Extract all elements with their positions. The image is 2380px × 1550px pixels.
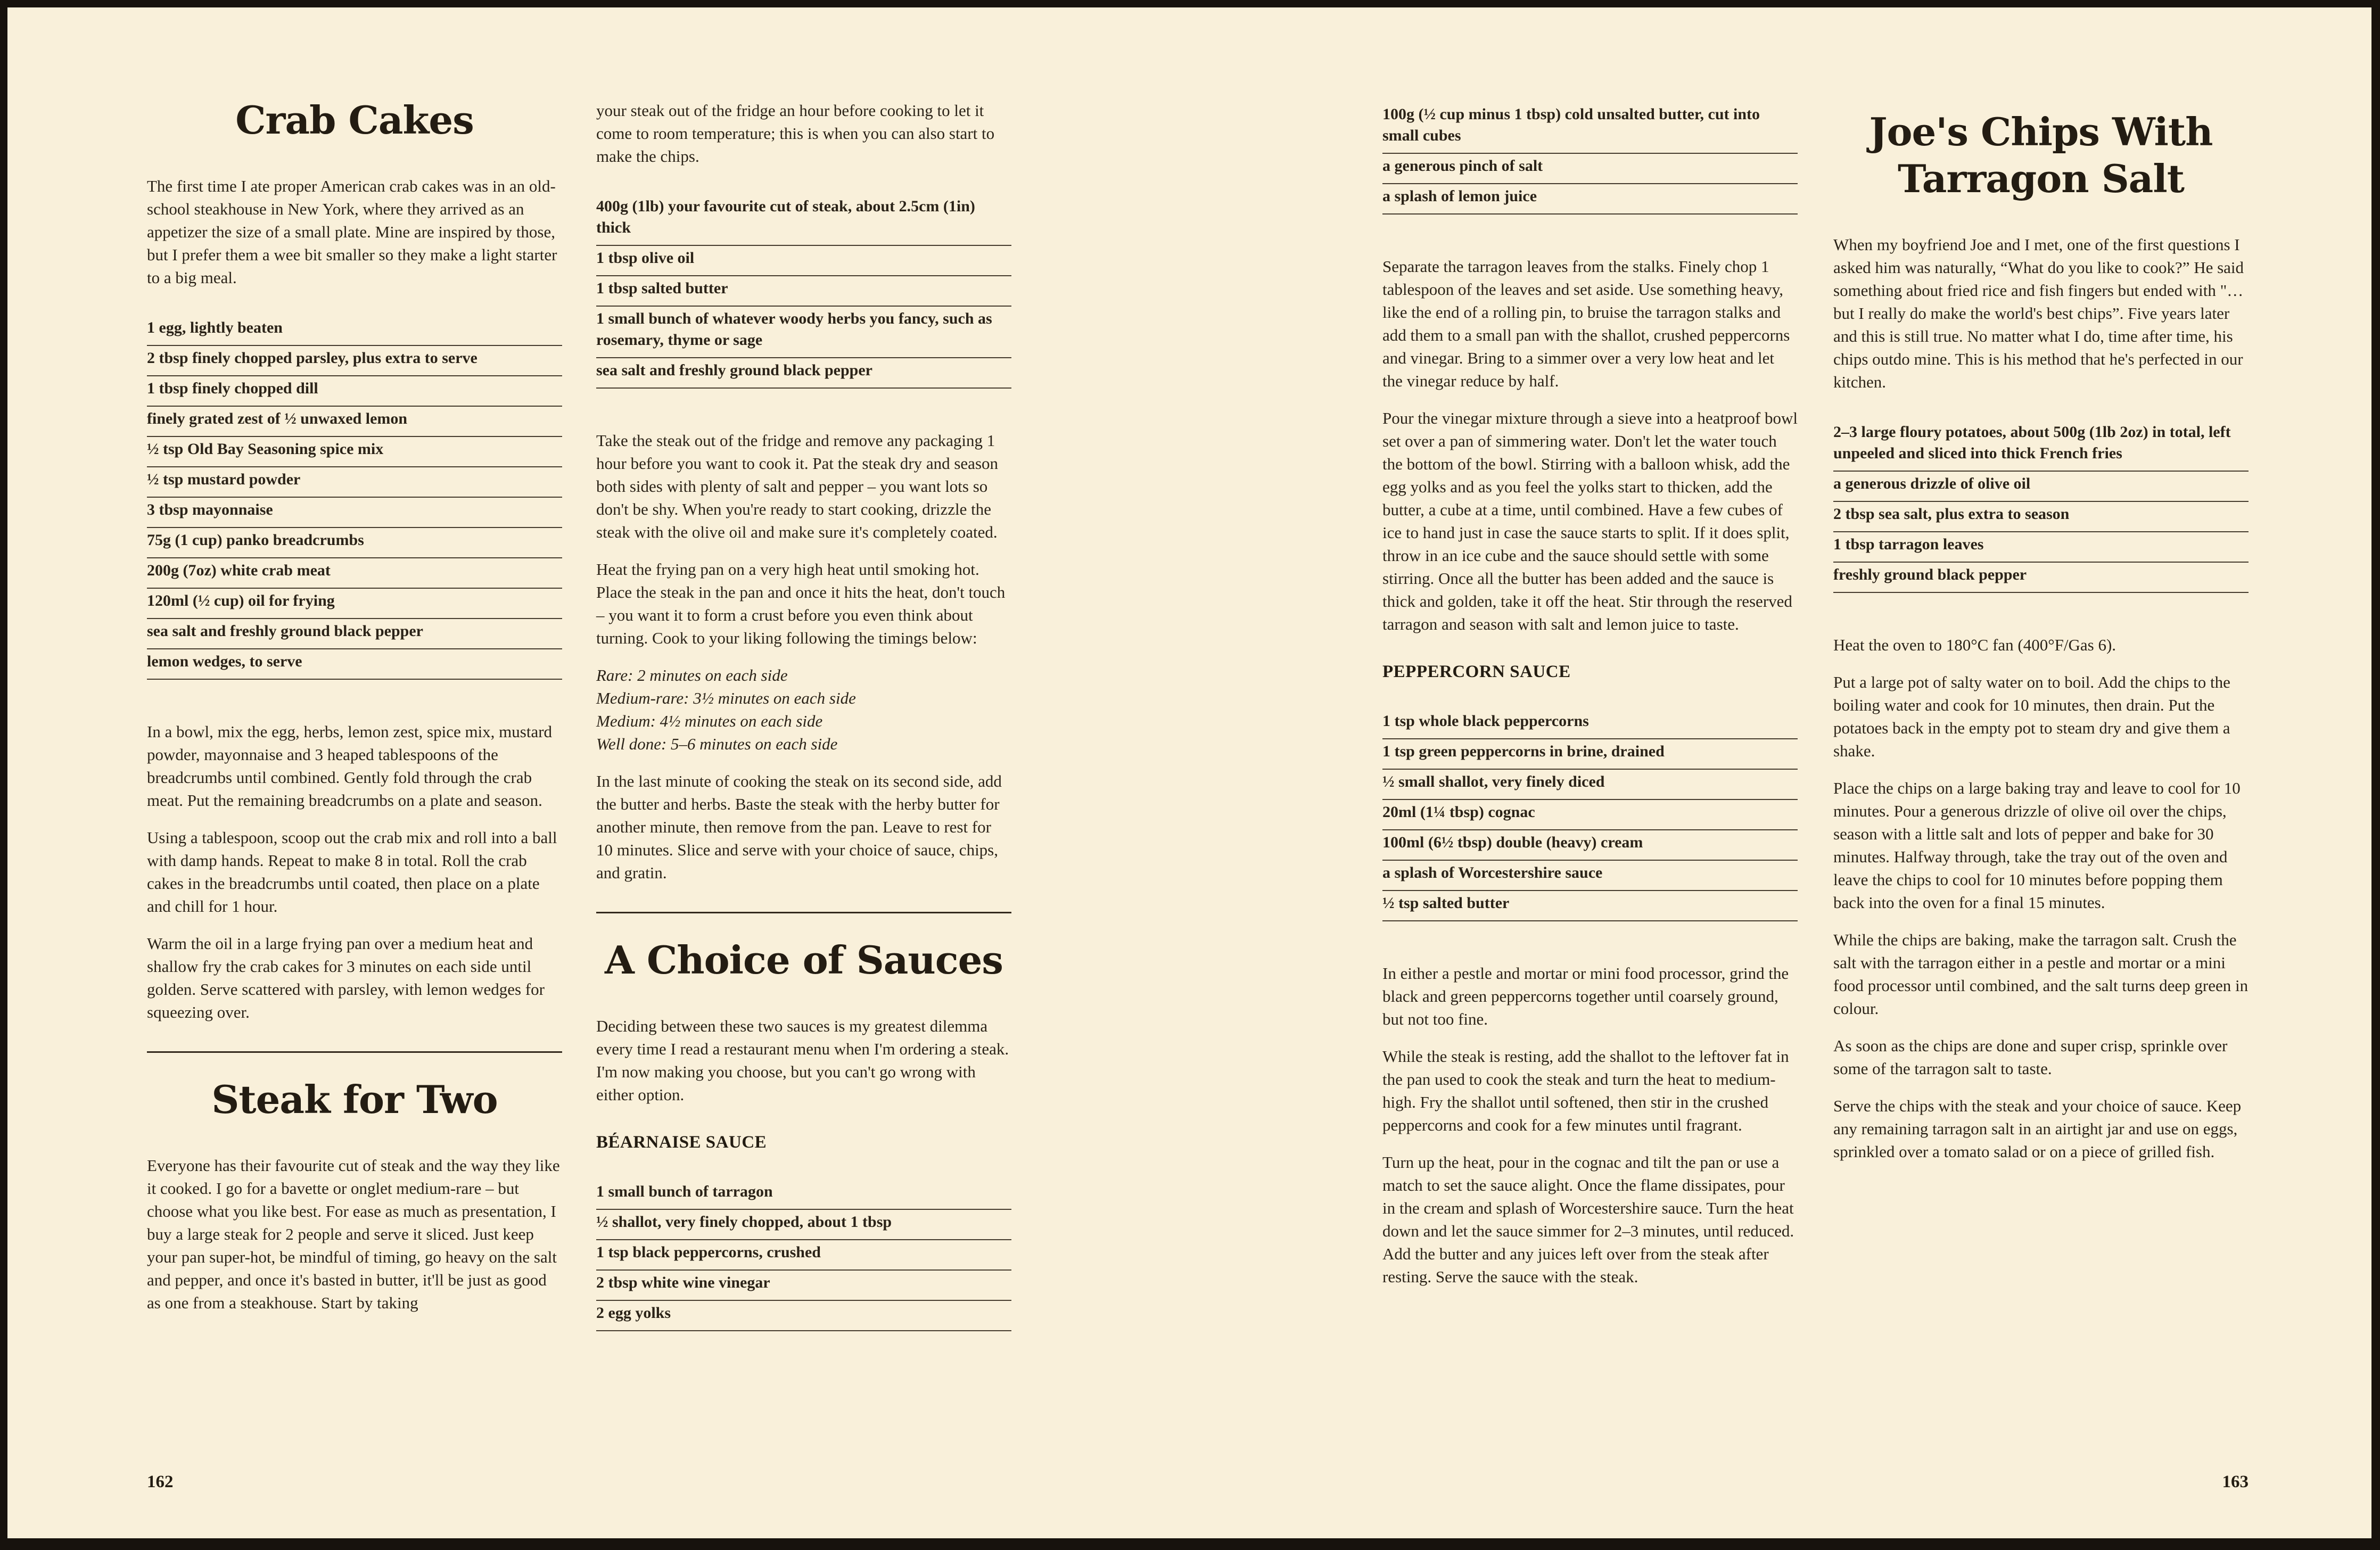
recipe-column-1 <box>147 97 562 1329</box>
cooking-timings <box>596 664 1011 755</box>
ingredient-item: ½ shallot, very finely chopped, about 1 tbsp <box>596 1210 1011 1240</box>
ingredient-item: 100ml (6½ tbsp) double (heavy) cream <box>1382 830 1798 861</box>
ingredient-item: 20ml (1¼ tbsp) cognac <box>1382 800 1798 830</box>
ingredient-item: lemon wedges, to serve <box>147 649 562 680</box>
ingredient-item: 2–3 large floury potatoes, about 500g (1lb 2oz) in total, left unpeeled and sliced into thick French fries <box>1833 420 2249 472</box>
body-paragraph: Place the chips on a large baking tray and leave to cool for 10 minutes. Pour a generous drizzle of olive oil over the chips, season with a little salt and lots of pepper and bake for 30 minutes. Halfway through, take the tray out of the oven and leave the chips to cool for 10 minutes before popping them back into the oven for a final 15 minutes. <box>1833 779 2241 912</box>
recipe-column-2 <box>596 99 1011 1372</box>
ingredient-item: 100g (½ cup minus 1 tbsp) cold unsalted butter, cut into small cubes <box>1382 102 1798 154</box>
ingredient-item: 1 tsp black peppercorns, crushed <box>596 1240 1011 1271</box>
recipe-title: Joe's Chips With Tarragon Salt <box>1869 109 2213 201</box>
body-paragraph: Put a large pot of salty water on to boil. Add the chips to the boiling water and cook for 10 minutes, then drain. Put the potatoes back in the empty pot to steam dry and give them a shake. <box>1833 673 2230 760</box>
ingredient-item: 1 small bunch of whatever woody herbs you fancy, such as rosemary, thyme or sage <box>596 307 1011 358</box>
ingredient-item: 1 tbsp finely chopped dill <box>147 376 562 407</box>
ingredient-item: a splash of lemon juice <box>1382 184 1798 215</box>
body-paragraph: As soon as the chips are done and super crisp, sprinkle over some of the tarragon salt to taste. <box>1833 1036 2228 1078</box>
ingredient-item: 200g (7oz) white crab meat <box>147 558 562 589</box>
ingredient-item: 2 tbsp finely chopped parsley, plus extra to serve <box>147 346 562 376</box>
recipe-column-3 <box>1382 102 1798 1302</box>
ingredient-item: 2 tbsp white wine vinegar <box>596 1271 1011 1301</box>
timing-line: Rare: 2 minutes on each side <box>596 666 788 685</box>
ingredient-list <box>1833 420 2249 593</box>
ingredient-item: 2 egg yolks <box>596 1301 1011 1331</box>
page-number-left: 162 <box>147 1472 174 1491</box>
body-paragraph: Take the steak out of the fridge and remove any packaging 1 hour before you want to cook it. Pat the steak dry and season both sides with plenty of salt and pepper – you want lots so don't be shy. When you're ready to start cooking, drizzle the steak with the olive oil and make sure it's completely coated. <box>596 431 999 541</box>
recipe-title: Crab Cakes <box>235 97 474 143</box>
ingredient-item: ½ tsp Old Bay Seasoning spice mix <box>147 437 562 467</box>
ingredient-list <box>147 316 562 680</box>
ingredient-list <box>1382 102 1798 215</box>
ingredient-item: a splash of Worcestershire sauce <box>1382 861 1798 891</box>
section-divider <box>596 912 1011 913</box>
body-paragraph: Using a tablespoon, scoop out the crab mix and roll into a ball with damp hands. Repeat to make 8 in total. Roll the crab cakes in the breadcrumbs until coated, then place on a plate and chill for 1 hour. <box>147 828 557 916</box>
timing-line: Medium: 4½ minutes on each side <box>596 712 823 730</box>
ingredient-item: 1 tsp green peppercorns in brine, drained <box>1382 739 1798 770</box>
body-paragraph: Everyone has their favourite cut of steak and the way they like it cooked. I go for a bavette or onglet medium-rare – but choose what you like best. For ease as much as presentation, I buy a large steak for 2 people and serve it sliced. Just keep your pan super-hot, be mindful of timing, go heavy on the salt and pepper, and once it's basted in butter, it'll be just as good as one from a steakhouse. Start by taking <box>147 1156 560 1312</box>
body-paragraph: In a bowl, mix the egg, herbs, lemon zest, spice mix, mustard powder, mayonnaise and 3 heaped tablespoons of the breadcrumbs until combined. Gently fold through the crab meat. Put the remaining breadcrumbs on a plate and season. <box>147 722 553 810</box>
body-paragraph: Separate the tarragon leaves from the stalks. Finely chop 1 tablespoon of the leaves and set aside. Use something heavy, like the end of a rolling pin, to bruise the tarragon stalks and add them to a small pan with the shallot, crushed peppercorns and vinegar. Bring to a simmer over a very low heat and let the vinegar reduce by half. <box>1382 257 1790 390</box>
section-divider <box>147 1051 562 1053</box>
body-paragraph: Turn up the heat, pour in the cognac and tilt the pan or use a match to set the sauce alight. Once the flame dissipates, pour in the cream and splash of Worcestershire sauce. Turn the heat down and let the sauce simmer for 2–3 minutes, until reduced. Add the butter and any juices left over from the steak after resting. Serve the sauce with the steak. <box>1382 1153 1794 1286</box>
body-paragraph: Heat the frying pan on a very high heat until smoking hot. Place the steak in the pan and once it hits the heat, don't touch – you want it to form a crust before you even think about turning. Cook to your liking following the timings below: <box>596 560 1006 647</box>
body-paragraph: Serve the chips with the steak and your choice of sauce. Keep any remaining tarragon salt in an airtight jar and use on eggs, sprinkled over a tomato salad or on a piece of grilled fish. <box>1833 1096 2242 1161</box>
body-paragraph: When my boyfriend Joe and I met, one of the first questions I asked him was naturally, “What do you like to cook?” He said something about fried rice and fish fingers but ended with "…but I really do make the world's best chips”. Five years later and this is still true. No matter what I do, time after time, his chips outdo mine. This is his method that he's perfected in our kitchen. <box>1833 235 2244 391</box>
ingredient-item: a generous drizzle of olive oil <box>1833 472 2249 502</box>
body-paragraph: While the chips are baking, make the tarragon salt. Crush the salt with the tarragon either in a pestle and mortar or a mini food processor until combined, and the salt turns deep green in colour. <box>1833 930 2249 1018</box>
ingredient-item: sea salt and freshly ground black pepper <box>147 619 562 649</box>
ingredient-list <box>1382 709 1798 921</box>
page-spread <box>7 7 2371 1538</box>
ingredient-item: sea salt and freshly ground black pepper <box>596 358 1011 389</box>
ingredient-item: a generous pinch of salt <box>1382 154 1798 184</box>
ingredient-item: finely grated zest of ½ unwaxed lemon <box>147 407 562 437</box>
ingredient-item: 1 egg, lightly beaten <box>147 316 562 346</box>
body-paragraph: The first time I ate proper American crab cakes was in an old-school steakhouse in New York, where they arrived as an appetizer the size of a small plate. Mine are inspired by those, but I prefer them a wee bit smaller so they make a light starter to a big meal. <box>147 177 557 287</box>
recipe-title: Steak for Two <box>211 1077 498 1122</box>
ingredient-item: 1 tbsp olive oil <box>596 246 1011 276</box>
body-paragraph: Pour the vinegar mixture through a sieve into a heatproof bowl set over a pan of simmering water. Don't let the water touch the bottom of the bowl. Stirring with a balloon whisk, add the egg yolks and as you feel the yolks start to thicken, add the butter, a cube at a time, until combined. Have a few cubes of ice to hand just in case the sauce starts to split. If it does split, throw in an ice cube and the sauce should settle with some stirring. Once all the butter has been added and the sauce is thick and golden, take it off the heat. Stir through the reserved tarragon and season with salt and lemon juice to taste. <box>1382 409 1798 633</box>
ingredient-item: freshly ground black pepper <box>1833 563 2249 593</box>
body-paragraph: While the steak is resting, add the shallot to the leftover fat in the pan used to cook the steak and turn the heat to medium-high. Fry the shallot until softened, then stir in the crushed peppercorns and cook for a few minutes until fragrant. <box>1382 1047 1789 1134</box>
ingredient-item: ½ tsp salted butter <box>1382 891 1798 921</box>
ingredient-item: 1 tbsp salted butter <box>596 276 1011 307</box>
timing-line: Well done: 5–6 minutes on each side <box>596 735 838 753</box>
body-paragraph: In the last minute of cooking the steak on its second side, add the butter and herbs. Baste the steak with the herby butter for another minute, then remove from the pan. Leave to rest for 10 minutes. Slice and serve with your choice of sauce, chips, and gratin. <box>596 772 1002 882</box>
ingredient-item: 1 tbsp tarragon leaves <box>1833 532 2249 563</box>
sauce-subheading: BÉARNAISE SAUCE <box>596 1133 767 1152</box>
body-paragraph: Deciding between these two sauces is my greatest dilemma every time I read a restaurant menu when I'm ordering a steak. I'm now making you choose, but you can't go wrong with either option. <box>596 1017 1009 1104</box>
recipe-title: A Choice of Sauces <box>605 937 1003 983</box>
ingredient-list <box>596 1180 1011 1331</box>
recipe-column-4 <box>1833 109 2249 1177</box>
ingredient-item: 120ml (½ cup) oil for frying <box>147 589 562 619</box>
ingredient-item: 400g (1lb) your favourite cut of steak, about 2.5cm (1in) thick <box>596 194 1011 246</box>
timing-line: Medium-rare: 3½ minutes on each side <box>596 689 856 707</box>
ingredient-list <box>596 194 1011 389</box>
body-paragraph: Heat the oven to 180°C fan (400°F/Gas 6). <box>1833 636 2117 654</box>
ingredient-item: 3 tbsp mayonnaise <box>147 498 562 528</box>
ingredient-item: ½ small shallot, very finely diced <box>1382 770 1798 800</box>
ingredient-item: 1 small bunch of tarragon <box>596 1180 1011 1210</box>
body-paragraph: Warm the oil in a large frying pan over a medium heat and shallow fry the crab cakes for 3 minutes on each side until golden. Serve scattered with parsley, with lemon wedges for squeezing over. <box>147 934 545 1021</box>
body-paragraph: In either a pestle and mortar or mini food processor, grind the black and green peppercorns together until coarsely ground, but not too fine. <box>1382 964 1789 1028</box>
ingredient-item: 2 tbsp sea salt, plus extra to season <box>1833 502 2249 532</box>
ingredient-item: 1 tsp whole black peppercorns <box>1382 709 1798 739</box>
page-number-right: 163 <box>2222 1472 2249 1491</box>
sauce-subheading: PEPPERCORN SAUCE <box>1382 662 1571 681</box>
body-paragraph: your steak out of the fridge an hour before cooking to let it come to room temperature; this is when you can also start to make the chips. <box>596 101 995 166</box>
ingredient-item: 75g (1 cup) panko breadcrumbs <box>147 528 562 558</box>
ingredient-item: ½ tsp mustard powder <box>147 467 562 498</box>
